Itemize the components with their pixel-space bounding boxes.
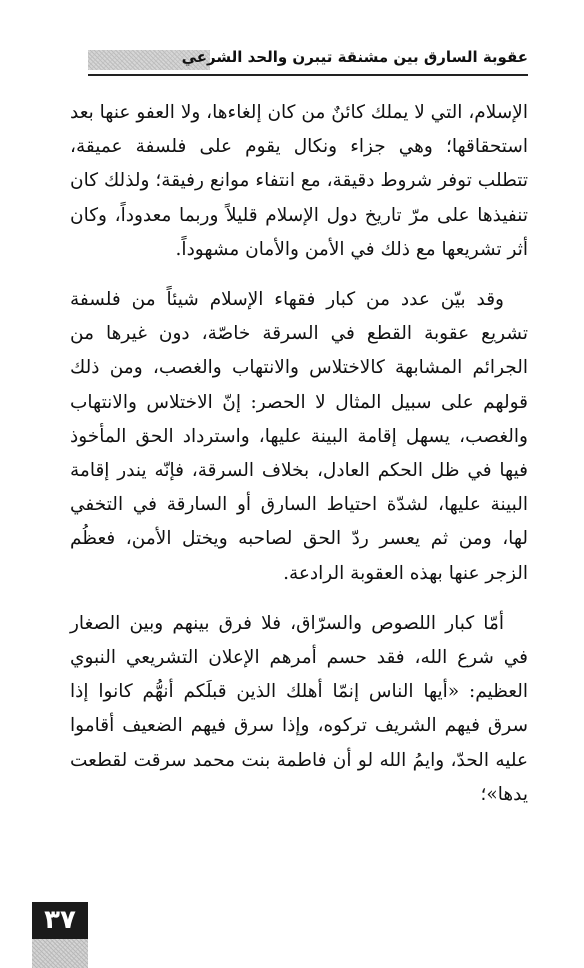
paragraph: الإسلام، التي لا يملك كائنٌ من كان إلغاءها، ولا العفو عنها بعد استحقاقها؛ وهي جزاء ونكال يقوم على فلسفة عميقة، تتطلب توفر شروط دقيقة، مع انتفاء موانع رفيقة؛ ولذلك كان تنفيذها على مرّ تاريخ دول الإسلام قليلاً وربما معدوداً، وكان أثر تشريعها مع ذلك في الأمن والأمان مشهوداً. <box>69 102 528 260</box>
running-header <box>88 44 528 76</box>
page-number: ٣٧ <box>32 902 88 939</box>
running-title: عقوبة السارق بين مشنقة تيبرن والحد الشرعي <box>181 48 528 66</box>
body-text <box>70 96 528 828</box>
paragraph: وقد بيّن عدد من كبار فقهاء الإسلام شيئاً من فلسفة تشريع عقوبة القطع في السرقة خاصّة، دون غيرها من الجرائم المشابهة كالاختلاس والانتهاب والغصب، ومن ذلك قولهم على سبيل المثال لا الحصر: إنّ الاختلاس والانتهاب والغصب، يسهل إقامة البينة عليها، واسترداد الحق المأخوذ فيها في ظل الحكم العادل، بخلاف السرقة، فإنّه يندر إقامة البينة عليها، لشدّة احتياط السارق أو السارقة في التخفي لها، ومن ثم يعسر ردّ الحق لصاحبه ويختل الأمن، فعظُم الزجر عنها بهذه العقوبة الرادعة. <box>70 289 528 584</box>
header-rule <box>88 74 528 76</box>
paragraph: أمّا كبار اللصوص والسرّاق، فلا فرق بينهم وبين الصغار في شرع الله، فقد حسم أمرهم الإعلان التشريعي النبوي العظيم: «أيها الناس إنمّا أهلك الذين قبلَكم أنهُّم كانوا إذا سرق فيهم الشريف تركوه، وإذا سرق فيهم الضعيف أقاموا عليه الحدّ، وايمُ الله لو أن فاطمة بنت محمد سرقت لقطعت يدها»؛ <box>70 612 528 805</box>
page-number-shade <box>32 939 88 968</box>
